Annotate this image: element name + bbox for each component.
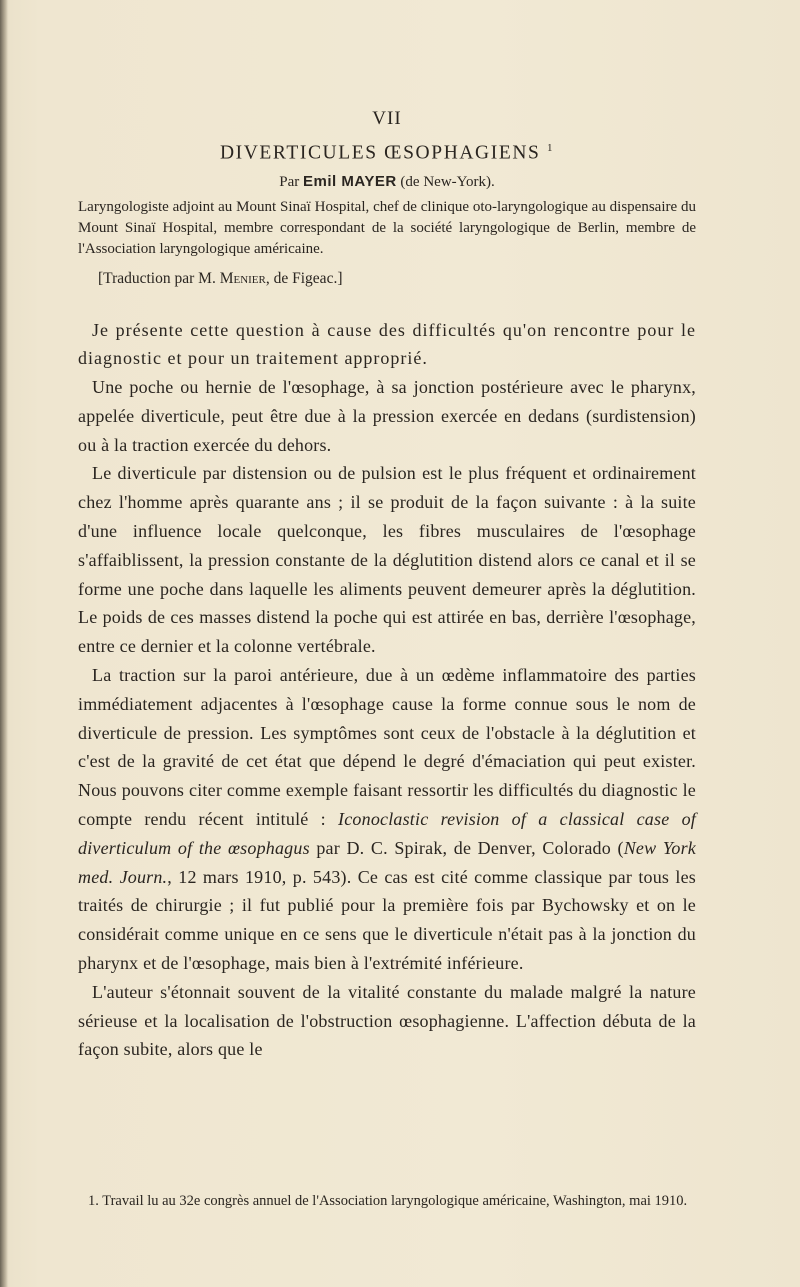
paragraph: L'auteur s'étonnait souvent de la vitalité constante du malade malgré la nature sérieuse et la localisation de l'obstruction œsophagienne. L'affection débuta de la façon subite, alors que le [78,981,696,1060]
article-body [78,316,696,1065]
footnote-area [78,1190,696,1212]
cited-title: Iconoclastic revision of a classical case of diverticulum of the œsophagus [78,809,696,858]
journal-name: New York med. Journ. [78,837,696,887]
paragraph-text: La traction sur la paroi antérieure, due à un œdème inflammatoire des parties immédiatement adjacentes à l'œsophage cause la forme connue sous le nom de diverticule de pression. Les symptômes sont ceux de l'obstacle à la déglutition et c'est de la gravité de cet état que dépend le degré d'émaciation qui peut exister. Nous pouvons citer comme exemple faisant ressortir les difficultés du diagnostic le compte rendu récent intitulé : [78,665,696,830]
translation-note [78,270,696,288]
paragraph-text: , 12 mars 1910, p. 543). Ce cas est cité comme classique par tous les traités de chirurgie ; il fut publié pour la première fois par Bychowsky et on le considérait comme unique en ce sens que le diverticule n'était pas à la jonction du pharynx et de l'œsophage, mais bien à l'extrémité inférieure. [78,866,696,974]
paragraph: Je présente cette question à cause des difficultés qu'on rencontre pour le diagnostic et pour un traitement approprié. [78,319,696,369]
byline [78,173,696,191]
chapter-number: VII [372,108,402,129]
article-title-text: DIVERTICULES ŒSOPHAGIENS [219,142,541,164]
translation-open: [Traduction par M. [98,269,216,287]
translation-close: , de Figeac.] [265,269,343,287]
paragraph: Le diverticule par distension ou de pulsion est le plus fréquent et ordinairement chez l'homme après quarante ans ; il se produit de la façon suivante : à la suite d'une influence locale quelconque, les fibres musculaires de l'œsophage s'affaiblissent, la pression constante de la déglutition distend alors ce canal et il se forme une poche dans laquelle les aliments peuvent demeurer après la déglutition. Le poids de ces masses distend la poche qui est attirée en bas, derrière l'œsophage, entre ce dernier et la colonne vertébrale. [78,463,696,657]
byline-prefix: Par [279,173,300,190]
paragraph: Une poche ou hernie de l'œsophage, à sa jonction postérieure avec le pharynx, appelée diverticule, peut être due à la pression exercée en dedans (surdistension) ou à la traction exercée du dehors. [78,377,696,455]
author-name: Emil MAYER [303,172,397,190]
paragraph [78,661,696,978]
translator-name: Menier [219,269,266,287]
author-origin: (de New-York). [400,173,495,190]
paragraph-text: par D. C. Spirak, de Denver, Colorado ( [309,837,624,858]
footnote: 1. Travail lu au 32e congrès annuel de l'Association laryngologique américaine, Washington, mai 1910. [88,1193,688,1209]
main-column [78,108,696,1064]
article-title [78,142,696,165]
footnote-marker: 1 [546,142,555,154]
page-spine-shadow [0,0,8,1287]
author-affiliation: Laryngologiste adjoint au Mount Sinaï Hospital, chef de clinique oto-laryngologique au dispensaire du Mount Sinaï Hospital, membre correspondant de la société laryngologique de Berlin, membre de l'Association laryngologique américaine. [78,198,696,257]
